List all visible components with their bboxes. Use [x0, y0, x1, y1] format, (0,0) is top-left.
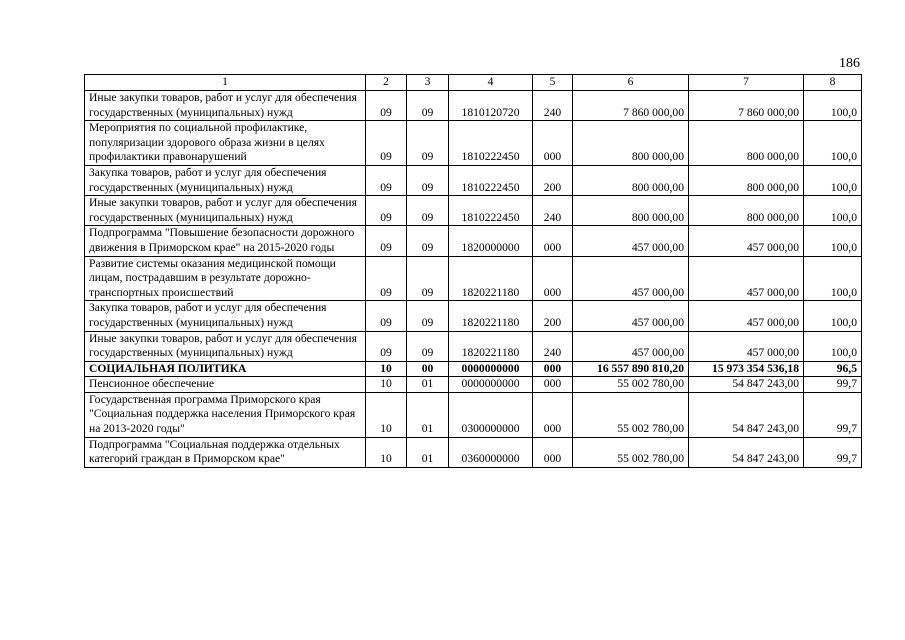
row-name-cell: Подпрограмма "Социальная поддержка отдельных категорий граждан в Приморском крае" — [85, 437, 366, 467]
planned-amount-cell: 800 000,00 — [573, 121, 689, 166]
execution-percent-cell: 96,5 — [804, 361, 862, 377]
table-row — [85, 196, 862, 226]
table-row — [85, 165, 862, 195]
table-row — [85, 91, 862, 121]
planned-amount-cell: 457 000,00 — [573, 301, 689, 331]
execution-percent-cell: 100,0 — [804, 165, 862, 195]
target-article-cell: 0360000000 — [449, 437, 533, 467]
expense-type-cell: 000 — [533, 377, 573, 393]
target-article-cell: 0300000000 — [449, 392, 533, 437]
expense-type-cell: 240 — [533, 196, 573, 226]
section-code-cell: 09 — [366, 91, 407, 121]
header-cell: 7 — [689, 75, 804, 91]
table-row — [85, 226, 862, 256]
target-article-cell: 1820221180 — [449, 301, 533, 331]
table-row — [85, 392, 862, 437]
execution-percent-cell: 99,7 — [804, 437, 862, 467]
section-code-cell: 10 — [366, 361, 407, 377]
table-row — [85, 301, 862, 331]
row-name-cell: Развитие системы оказания медицинской помощи лицам, пострадавшим в результате дорожно-транспортных происшествий — [85, 256, 366, 301]
section-code-cell: 10 — [366, 377, 407, 393]
planned-amount-cell: 55 002 780,00 — [573, 392, 689, 437]
target-article-cell: 1810222450 — [449, 196, 533, 226]
header-row — [85, 75, 862, 91]
section-code-cell: 09 — [366, 301, 407, 331]
executed-amount-cell: 15 973 354 536,18 — [689, 361, 804, 377]
row-name-cell: Пенсионное обеспечение — [85, 377, 366, 393]
header-cell: 1 — [85, 75, 366, 91]
executed-amount-cell: 457 000,00 — [689, 226, 804, 256]
subsection-code-cell: 09 — [407, 256, 449, 301]
planned-amount-cell: 457 000,00 — [573, 256, 689, 301]
table-row — [85, 256, 862, 301]
execution-percent-cell: 100,0 — [804, 91, 862, 121]
subsection-code-cell: 09 — [407, 301, 449, 331]
expense-type-cell: 200 — [533, 301, 573, 331]
execution-percent-cell: 100,0 — [804, 256, 862, 301]
row-name-cell: Иные закупки товаров, работ и услуг для обеспечения государственных (муниципальных) нужд — [85, 331, 366, 361]
subsection-code-cell: 01 — [407, 437, 449, 467]
subsection-code-cell: 09 — [407, 121, 449, 166]
section-code-cell: 09 — [366, 165, 407, 195]
executed-amount-cell: 7 860 000,00 — [689, 91, 804, 121]
row-name-cell: Закупка товаров, работ и услуг для обеспечения государственных (муниципальных) нужд — [85, 165, 366, 195]
target-article-cell: 1820221180 — [449, 256, 533, 301]
subsection-code-cell: 09 — [407, 196, 449, 226]
executed-amount-cell: 800 000,00 — [689, 196, 804, 226]
executed-amount-cell: 457 000,00 — [689, 256, 804, 301]
subsection-code-cell: 09 — [407, 165, 449, 195]
target-article-cell: 1810222450 — [449, 121, 533, 166]
execution-percent-cell: 99,7 — [804, 377, 862, 393]
execution-percent-cell: 100,0 — [804, 121, 862, 166]
subsection-code-cell: 00 — [407, 361, 449, 377]
section-code-cell: 09 — [366, 226, 407, 256]
row-name-cell: Иные закупки товаров, работ и услуг для обеспечения государственных (муниципальных) нужд — [85, 196, 366, 226]
header-cell: 6 — [573, 75, 689, 91]
planned-amount-cell: 55 002 780,00 — [573, 377, 689, 393]
executed-amount-cell: 457 000,00 — [689, 331, 804, 361]
execution-percent-cell: 99,7 — [804, 392, 862, 437]
subsection-code-cell: 01 — [407, 392, 449, 437]
header-cell: 2 — [366, 75, 407, 91]
subsection-code-cell: 01 — [407, 377, 449, 393]
target-article-cell: 1810120720 — [449, 91, 533, 121]
table-row — [85, 377, 862, 393]
execution-percent-cell: 100,0 — [804, 196, 862, 226]
expense-type-cell: 200 — [533, 165, 573, 195]
subsection-code-cell: 09 — [407, 91, 449, 121]
expense-type-cell: 000 — [533, 121, 573, 166]
expense-type-cell: 240 — [533, 331, 573, 361]
target-article-cell: 1820221180 — [449, 331, 533, 361]
row-name-cell: Закупка товаров, работ и услуг для обеспечения государственных (муниципальных) нужд — [85, 301, 366, 331]
target-article-cell: 1810222450 — [449, 165, 533, 195]
expense-type-cell: 000 — [533, 437, 573, 467]
header-cell: 5 — [533, 75, 573, 91]
target-article-cell: 0000000000 — [449, 361, 533, 377]
header-cell: 3 — [407, 75, 449, 91]
expense-type-cell: 000 — [533, 361, 573, 377]
budget-table — [84, 74, 862, 468]
planned-amount-cell: 800 000,00 — [573, 196, 689, 226]
section-code-cell: 09 — [366, 256, 407, 301]
expense-type-cell: 000 — [533, 392, 573, 437]
row-name-cell: Мероприятия по социальной профилактике, популяризации здорового образа жизни в целях профилактики правонарушений — [85, 121, 366, 166]
header-cell: 4 — [449, 75, 533, 91]
page-number: 186 — [839, 56, 860, 71]
expense-type-cell: 240 — [533, 91, 573, 121]
table-body — [85, 91, 862, 468]
table-row — [85, 437, 862, 467]
planned-amount-cell: 16 557 890 810,20 — [573, 361, 689, 377]
row-name-cell: Подпрограмма "Повышение безопасности дорожного движения в Приморском крае" на 2015-2020 годы — [85, 226, 366, 256]
planned-amount-cell: 800 000,00 — [573, 165, 689, 195]
execution-percent-cell: 100,0 — [804, 301, 862, 331]
header-cell: 8 — [804, 75, 862, 91]
planned-amount-cell: 457 000,00 — [573, 226, 689, 256]
planned-amount-cell: 457 000,00 — [573, 331, 689, 361]
row-name-cell: СОЦИАЛЬНАЯ ПОЛИТИКА — [85, 361, 366, 377]
subsection-code-cell: 09 — [407, 226, 449, 256]
section-code-cell: 10 — [366, 392, 407, 437]
executed-amount-cell: 800 000,00 — [689, 165, 804, 195]
execution-percent-cell: 100,0 — [804, 226, 862, 256]
subsection-code-cell: 09 — [407, 331, 449, 361]
target-article-cell: 0000000000 — [449, 377, 533, 393]
executed-amount-cell: 457 000,00 — [689, 301, 804, 331]
table-row — [85, 331, 862, 361]
table-row — [85, 121, 862, 166]
table-row — [85, 361, 862, 377]
target-article-cell: 1820000000 — [449, 226, 533, 256]
section-code-cell: 09 — [366, 331, 407, 361]
execution-percent-cell: 100,0 — [804, 331, 862, 361]
row-name-cell: Иные закупки товаров, работ и услуг для обеспечения государственных (муниципальных) нужд — [85, 91, 366, 121]
expense-type-cell: 000 — [533, 256, 573, 301]
executed-amount-cell: 54 847 243,00 — [689, 392, 804, 437]
executed-amount-cell: 54 847 243,00 — [689, 377, 804, 393]
row-name-cell: Государственная программа Приморского края "Социальная поддержка населения Приморского края на 2013-2020 годы" — [85, 392, 366, 437]
executed-amount-cell: 800 000,00 — [689, 121, 804, 166]
section-code-cell: 09 — [366, 196, 407, 226]
section-code-cell: 09 — [366, 121, 407, 166]
planned-amount-cell: 7 860 000,00 — [573, 91, 689, 121]
expense-type-cell: 000 — [533, 226, 573, 256]
planned-amount-cell: 55 002 780,00 — [573, 437, 689, 467]
executed-amount-cell: 54 847 243,00 — [689, 437, 804, 467]
section-code-cell: 10 — [366, 437, 407, 467]
